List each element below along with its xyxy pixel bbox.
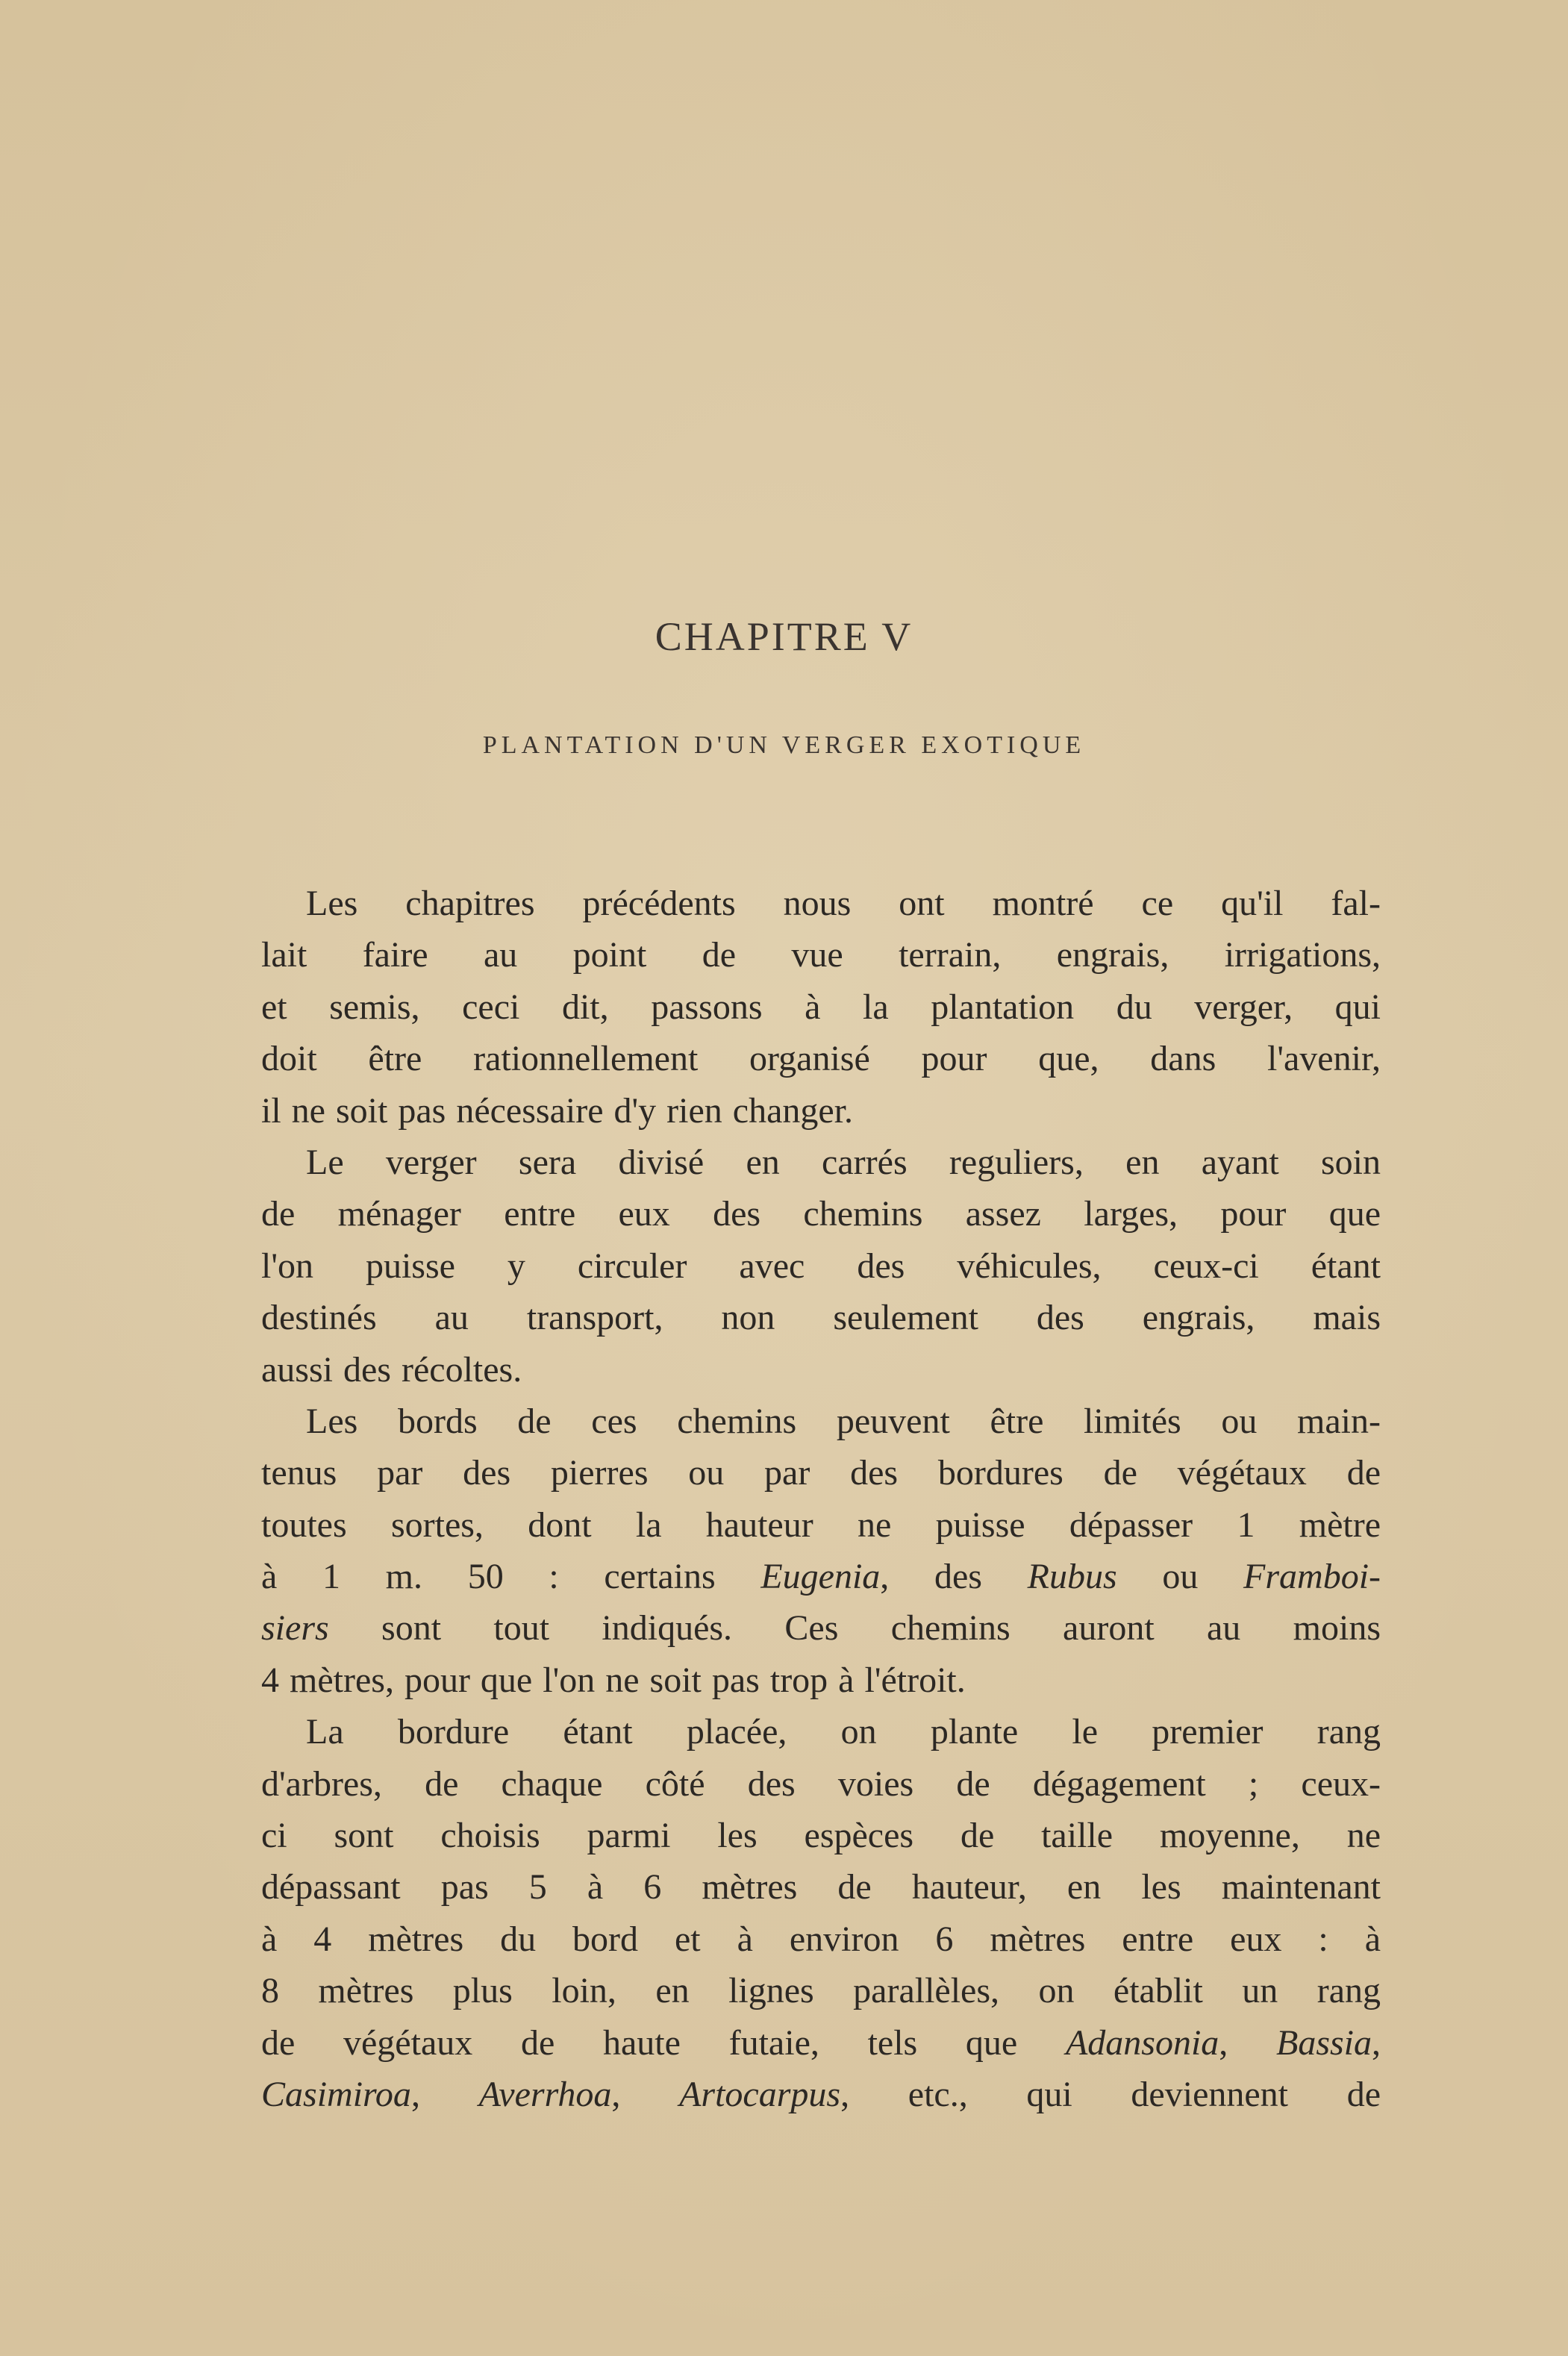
italic-taxon: Rubus (1027, 1557, 1117, 1597)
italic-taxon: Averrhoa (478, 2074, 612, 2114)
text-line (261, 2017, 1381, 2069)
text-segment: ou (1116, 1557, 1199, 1597)
text-line: Les chapitres précédents nous ont montré ce qu'il fal- (306, 884, 1381, 923)
text-line (261, 1602, 1381, 1654)
text-segment: , (611, 2074, 621, 2114)
text-line: ci sont choisis parmi les espèces de taille moyenne, ne (261, 1816, 1381, 1856)
text-line: doit être rationnellement organisé pour que, dans l'avenir, (261, 1039, 1381, 1079)
text-line: dépassant pas 5 à 6 mètres de hauteur, en les maintenant (261, 1867, 1381, 1907)
text-line: lait faire au point de vue terrain, engrais, irrigations, (261, 935, 1381, 975)
italic-taxon: Casimiroa (261, 2074, 411, 2114)
text-line: de ménager entre eux des chemins assez larges, pour que (261, 1194, 1381, 1234)
text-line: destinés au transport, non seulement des engrais, mais (261, 1298, 1381, 1338)
text-line: 4 mètres, pour que l'on ne soit pas trop à l'étroit. (261, 1660, 966, 1700)
text-line (261, 2069, 1381, 2120)
text-segment: , (1372, 2022, 1381, 2063)
text-line: toutes sortes, dont la hauteur ne puisse dépasser 1 mètre (261, 1504, 1381, 1545)
text-segment: de végétaux de haute futaie, tels que (261, 2022, 1018, 2063)
text-segment: à 1 m. 50 : certains (261, 1557, 716, 1597)
chapter-number: CHAPITRE V (655, 614, 913, 659)
text-segment: , (410, 2074, 420, 2114)
italic-taxon: Bassia (1276, 2022, 1372, 2063)
italic-taxon: Adansonia (1065, 2022, 1219, 2063)
text-segment: , des (880, 1557, 982, 1597)
text-line: La bordure étant placée, on plante le premier rang (306, 1712, 1381, 1752)
italic-taxon: siers (261, 1608, 329, 1649)
text-line: Le verger sera divisé en carrés reguliers, en ayant soin (306, 1142, 1381, 1182)
text-line: aussi des récoltes. (261, 1349, 522, 1390)
text-line: à 4 mètres du bord et à environ 6 mètres entre eux : à (261, 1919, 1381, 1959)
text-segment: , etc., qui deviennent de (840, 2074, 1381, 2114)
italic-taxon: Artocarpus (679, 2074, 841, 2114)
text-line: d'arbres, de chaque côté des voies de dégagement ; ceux- (261, 1763, 1381, 1804)
text-line (261, 1551, 1381, 1602)
text-line: tenus par des pierres ou par des bordures de végétaux de (261, 1453, 1381, 1493)
text-segment: , (1219, 2022, 1228, 2063)
italic-taxon: Eugenia (760, 1557, 881, 1597)
text-line: et semis, ceci dit, passons à la plantation du verger, qui (261, 987, 1381, 1027)
chapter-title: PLANTATION D'UN VERGER EXOTIQUE (482, 731, 1086, 759)
text-line: Les bords de ces chemins peuvent être limités ou main- (306, 1401, 1381, 1441)
body-text (261, 878, 1381, 2120)
italic-taxon: Framboi- (1243, 1557, 1381, 1597)
text-segment: sont tout indiqués. Ces chemins auront au moins (328, 1608, 1381, 1649)
text-line: il ne soit pas nécessaire d'y rien changer. (261, 1090, 854, 1131)
text-line: 8 mètres plus loin, en lignes parallèles, on établit un rang (261, 1971, 1381, 2011)
text-line: l'on puisse y circuler avec des véhicules, ceux-ci étant (261, 1246, 1381, 1286)
